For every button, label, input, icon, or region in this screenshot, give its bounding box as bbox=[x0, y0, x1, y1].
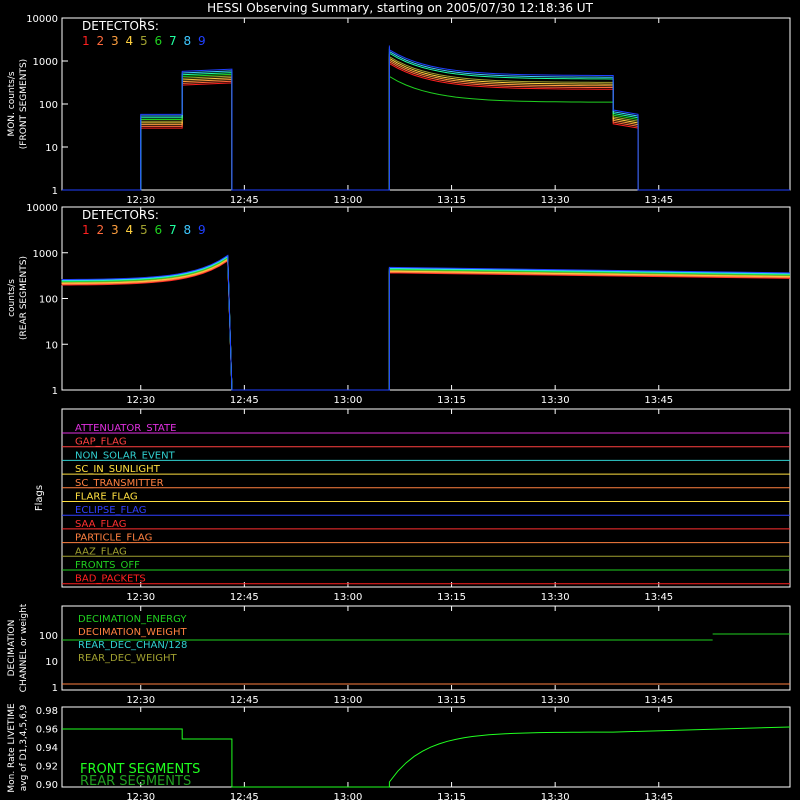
time-tick-label: 12:30 bbox=[126, 792, 156, 800]
time-tick-label: 13:00 bbox=[333, 792, 363, 800]
flag-label: FRONTS_OFF bbox=[75, 560, 140, 571]
flag-label: ATTENUATOR_STATE bbox=[75, 423, 177, 434]
time-tick-label: 12:45 bbox=[229, 592, 259, 603]
y-tick-label: 10 bbox=[45, 657, 58, 668]
time-tick-label: 13:30 bbox=[540, 592, 570, 603]
time-tick-label: 13:45 bbox=[644, 592, 674, 603]
y-tick-label: 0.96 bbox=[35, 724, 58, 736]
time-tick-label: 12:30 bbox=[126, 395, 156, 406]
legend-entry-7: 7 bbox=[169, 223, 177, 237]
time-tick-label: 13:45 bbox=[644, 195, 674, 206]
decim-axis-label: DECIMATION bbox=[7, 619, 17, 677]
legend-entry-8: 8 bbox=[183, 34, 192, 48]
time-tick-label: 12:30 bbox=[126, 592, 156, 603]
y-tick-label: 10000 bbox=[26, 203, 58, 214]
rear-series-2 bbox=[62, 260, 790, 390]
legend-entry-5: 5 bbox=[140, 34, 148, 48]
legend-entry-3: 3 bbox=[111, 223, 119, 237]
y-tick-label: 10000 bbox=[26, 14, 58, 25]
legend-entry-4: 4 bbox=[125, 34, 134, 48]
y-tick-label: 1 bbox=[51, 186, 58, 197]
livetime-axis-label-b: avg of D1,3,4,5,6,9 bbox=[19, 704, 29, 792]
legend-entry-6: 6 bbox=[154, 223, 163, 237]
legend-title: DETECTORS: bbox=[82, 208, 159, 222]
legend-title: DETECTORS: bbox=[82, 19, 159, 33]
time-tick-label: 13:15 bbox=[437, 695, 466, 706]
front-series-4 bbox=[62, 54, 790, 190]
decim-label: REAR_DEC_WEIGHT bbox=[78, 653, 177, 664]
decim-label: DECIMATION_WEIGHT bbox=[78, 627, 187, 638]
rear-series-3 bbox=[62, 260, 790, 390]
time-tick-label: 13:15 bbox=[437, 395, 466, 406]
y-tick-label: 100 bbox=[38, 100, 58, 111]
flag-label: GAP_FLAG bbox=[75, 436, 127, 448]
flag-label: NON_SOLAR_EVENT bbox=[75, 450, 175, 462]
livetime-legend-front: FRONT SEGMENTS bbox=[80, 762, 201, 777]
time-tick-label: 13:45 bbox=[644, 695, 674, 706]
time-tick-label: 13:30 bbox=[540, 395, 570, 406]
flag-label: BAD_PACKETS bbox=[75, 573, 146, 585]
time-tick-label: 13:30 bbox=[540, 792, 570, 800]
time-tick-label: 13:00 bbox=[333, 395, 363, 406]
legend-entry-5: 5 bbox=[140, 223, 148, 237]
legend-entry-2: 2 bbox=[96, 34, 105, 48]
time-tick-label: 12:45 bbox=[229, 792, 259, 800]
front-series-2 bbox=[62, 58, 790, 190]
legend-entry-7: 7 bbox=[169, 34, 177, 48]
time-tick-label: 12:45 bbox=[229, 195, 259, 206]
rear-series-4 bbox=[62, 259, 790, 390]
time-tick-label: 13:30 bbox=[540, 695, 570, 706]
y-tick-label: 100 bbox=[38, 294, 58, 306]
legend-entry-8: 8 bbox=[183, 223, 192, 237]
legend-entry-1: 1 bbox=[82, 34, 90, 48]
time-tick-label: 13:15 bbox=[437, 195, 466, 206]
livetime-axis-label: Mon. Rate LIVETIME bbox=[7, 703, 17, 793]
legend-entry-1: 1 bbox=[82, 223, 90, 237]
time-tick-label: 13:00 bbox=[333, 695, 363, 706]
decim-label: DECIMATION_ENERGY bbox=[78, 614, 187, 625]
time-tick-label: 12:30 bbox=[126, 695, 156, 706]
legend-entry-6: 6 bbox=[154, 34, 163, 48]
time-tick-label: 13:45 bbox=[644, 395, 674, 406]
y-tick-label: 0.92 bbox=[35, 761, 58, 773]
y-tick-label: 1000 bbox=[32, 248, 58, 260]
y-axis-label-1b: (FRONT SEGMENTS) bbox=[19, 58, 29, 150]
legend-entry-9: 9 bbox=[198, 223, 206, 237]
y-tick-label: 1000 bbox=[32, 57, 58, 68]
time-tick-label: 12:45 bbox=[229, 695, 259, 706]
time-tick-label: 13:15 bbox=[437, 592, 466, 603]
flag-label: ECLIPSE_FLAG bbox=[75, 505, 147, 517]
y-tick-label: 1 bbox=[51, 386, 58, 397]
time-tick-label: 13:45 bbox=[644, 792, 674, 800]
y-tick-label: 1 bbox=[51, 683, 58, 694]
y-tick-label: 10 bbox=[45, 143, 58, 154]
y-axis-label-2b: (REAR SEGMENTS) bbox=[19, 255, 29, 341]
flag-label: SC_IN_SUNLIGHT bbox=[75, 464, 160, 476]
time-tick-label: 12:45 bbox=[229, 395, 259, 406]
panel-frame-3 bbox=[62, 409, 790, 587]
flag-label: PARTICLE_FLAG bbox=[75, 532, 153, 544]
time-tick-label: 13:00 bbox=[333, 592, 363, 603]
y-tick-label: 0.94 bbox=[35, 743, 58, 754]
chart-title: HESSI Observing Summary, starting on 2005/07/30 12:18:36 UT bbox=[207, 1, 593, 15]
time-tick-label: 13:00 bbox=[333, 195, 363, 206]
decim-label: REAR_DEC_CHAN/128 bbox=[78, 640, 188, 651]
y-tick-label: 0.90 bbox=[35, 780, 58, 791]
legend-entry-2: 2 bbox=[96, 223, 105, 237]
y-axis-label-2: counts/s bbox=[7, 279, 17, 317]
time-tick-label: 13:15 bbox=[437, 792, 466, 800]
time-tick-label: 12:30 bbox=[126, 195, 156, 206]
flags-axis-label: Flags bbox=[34, 484, 45, 512]
y-tick-label: 100 bbox=[38, 631, 58, 642]
y-tick-label: 0.98 bbox=[35, 706, 58, 717]
front-series-6 bbox=[62, 74, 790, 190]
y-tick-label: 10 bbox=[45, 340, 58, 352]
flag-label: SC_TRANSMITTER bbox=[75, 477, 164, 489]
decim-axis-label-b: CHANNEL or weight bbox=[19, 603, 29, 693]
legend-entry-9: 9 bbox=[198, 34, 206, 48]
legend-entry-3: 3 bbox=[111, 34, 119, 48]
flag-label: AAZ_FLAG bbox=[75, 546, 127, 558]
y-axis-label-1: MON. counts/s bbox=[7, 71, 17, 137]
legend-entry-4: 4 bbox=[125, 223, 134, 237]
flag-label: SAA_FLAG bbox=[75, 518, 127, 530]
livetime-legend-rear: REAR SEGMENTS bbox=[80, 774, 192, 789]
rear-series-5 bbox=[62, 258, 790, 390]
flag-label: FLARE_FLAG bbox=[75, 491, 138, 503]
time-tick-label: 13:30 bbox=[540, 195, 570, 206]
